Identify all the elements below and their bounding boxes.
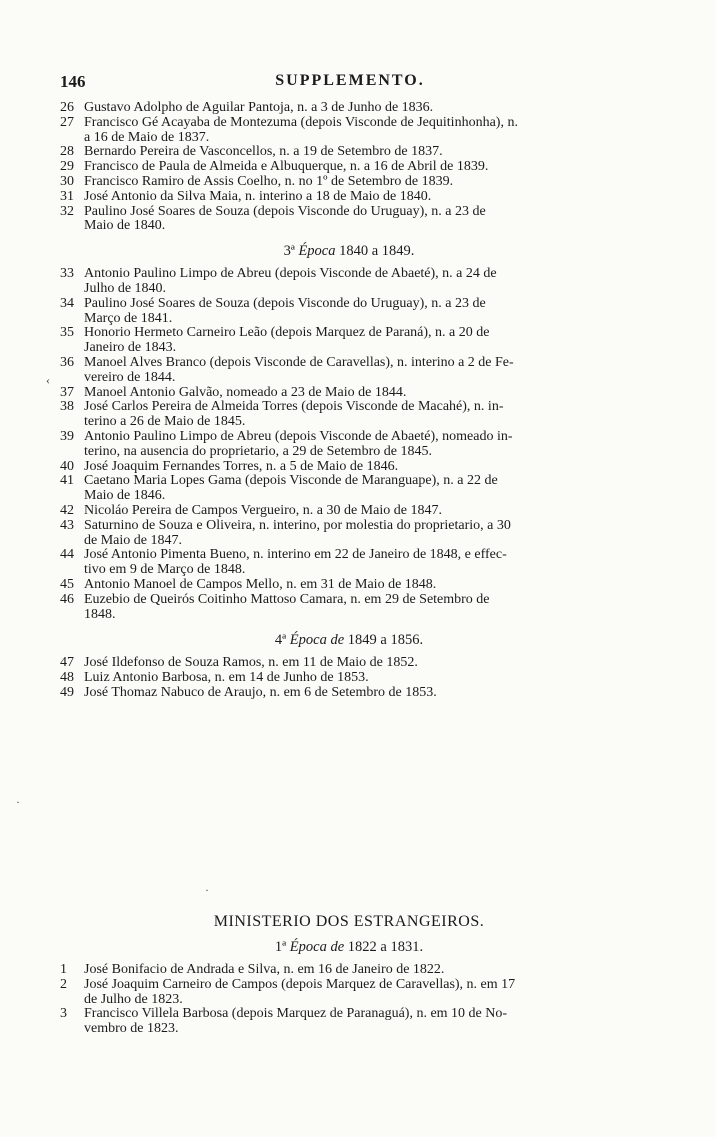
entry-item xyxy=(60,116,638,146)
entry-item xyxy=(60,519,638,549)
entry-item xyxy=(60,400,638,430)
entry-item xyxy=(60,175,638,190)
entries-list-4 xyxy=(60,963,638,1037)
entry-item xyxy=(60,160,638,175)
entry-text: Antonio Manoel de Campos Mello, n. em 31 de Maio de 1848. xyxy=(84,576,437,592)
entry-item xyxy=(60,474,638,504)
entry-text: Manoel Antonio Galvão, nomeado a 23 de Maio de 1844. xyxy=(84,384,407,400)
entry-number: 47 xyxy=(60,655,74,671)
entry-number: 27 xyxy=(60,114,74,130)
ink-speck: · xyxy=(16,795,20,809)
entry-item xyxy=(60,978,638,1008)
entry-item xyxy=(60,205,638,235)
epoca-dates: 1840 a 1849. xyxy=(339,243,415,260)
entry-text: Caetano Maria Lopes Gama (depois Visconde de Maranguape), n. a 22 de xyxy=(84,473,498,489)
entries-list-1 xyxy=(60,101,638,234)
entry-number: 26 xyxy=(60,100,74,115)
entry-continuation: Julho de 1840. xyxy=(84,280,167,296)
epoca-ordinal: 1ª xyxy=(274,939,287,955)
entry-text: Saturnino de Souza e Oliveira, n. interino, por molestia do proprietario, a 30 xyxy=(84,517,511,533)
entry-text: Manoel Alves Branco (depois Visconde de Caravellas), n. interino a 2 de Fe- xyxy=(84,354,514,370)
entry-text: Antonio Paulino Limpo de Abreu (depois Visconde de Abaeté), nomeado in- xyxy=(84,428,513,444)
entry-number: 3 xyxy=(60,1006,67,1022)
entry-text: Euzebio de Queirós Coitinho Mattoso Camara, n. em 29 de Setembro de xyxy=(84,591,490,607)
entry-number: 30 xyxy=(60,173,74,189)
entry-text: José Antonio Pimenta Bueno, n. interino em 22 de Janeiro de 1848, e effec- xyxy=(84,547,507,563)
entry-text: José Antonio da Silva Maia, n. interino a 18 de Maio de 1840. xyxy=(84,188,432,204)
entry-text: José Bonifacio de Andrada e Silva, n. em 16 de Janeiro de 1822. xyxy=(84,962,445,977)
entry-number: 40 xyxy=(60,458,74,474)
epoca-dates: 1849 a 1856. xyxy=(347,632,424,649)
entry-continuation: vembro de 1823. xyxy=(84,1021,179,1037)
entry-item xyxy=(60,578,638,593)
entry-text: Gustavo Adolpho de Aguilar Pantoja, n. a 3 de Junho de 1836. xyxy=(84,100,434,115)
entry-item xyxy=(60,671,638,686)
entry-number: 29 xyxy=(60,159,74,175)
entry-number: 45 xyxy=(60,576,74,592)
ink-speck: · xyxy=(205,883,209,897)
entry-number: 42 xyxy=(60,502,74,518)
entry-number: 32 xyxy=(60,203,74,219)
entries-list-2 xyxy=(60,267,638,622)
entry-item xyxy=(60,267,638,297)
entry-number: 35 xyxy=(60,325,74,341)
entry-item xyxy=(60,963,638,978)
entry-text: Francisco Gé Acayaba de Montezuma (depois Visconde de Jequitinhonha), n. xyxy=(84,114,518,130)
entry-item xyxy=(60,297,638,327)
entry-continuation: Maio de 1840. xyxy=(84,218,166,234)
entry-number: 44 xyxy=(60,547,74,563)
epoca-ordinal: 3ª xyxy=(283,243,295,260)
entry-continuation: terino a 26 de Maio de 1845. xyxy=(84,414,246,430)
entry-continuation: Maio de 1846. xyxy=(84,488,166,504)
entry-number: 34 xyxy=(60,295,74,311)
entry-number: 36 xyxy=(60,354,74,370)
entries-block-1 xyxy=(60,101,638,701)
running-title: SUPPLEMENTO. xyxy=(275,72,425,89)
entry-item xyxy=(60,430,638,460)
entry-continuation: Janeiro de 1843. xyxy=(84,340,177,356)
margin-mark: ‹ xyxy=(46,373,50,387)
entry-number: 1 xyxy=(60,962,67,977)
page-number: 146 xyxy=(60,72,86,91)
entry-text: José Joaquim Fernandes Torres, n. a 5 de Maio de 1846. xyxy=(84,458,399,474)
entry-continuation: Março de 1841. xyxy=(84,310,173,326)
entry-number: 38 xyxy=(60,399,74,415)
entry-text: José Joaquim Carneiro de Campos (depois Marquez de Caravellas), n. em 17 xyxy=(84,976,516,992)
entry-text: Francisco Villela Barbosa (depois Marquez de Paranaguá), n. em 10 de No- xyxy=(84,1006,508,1022)
entry-text: Francisco de Paula de Almeida e Albuquerque, n. a 16 de Abril de 1839. xyxy=(84,159,489,175)
entry-text: Nicoláo Pereira de Campos Vergueiro, n. a 30 de Maio de 1847. xyxy=(84,502,442,518)
entry-number: 41 xyxy=(60,473,74,489)
entry-continuation: de Maio de 1847. xyxy=(84,532,182,548)
entry-continuation: terino, na ausencia do proprietario, a 29 de Setembro de 1845. xyxy=(84,443,432,459)
entry-number: 49 xyxy=(60,684,74,700)
entry-continuation: vereiro de 1844. xyxy=(84,369,176,385)
entry-item xyxy=(60,460,638,475)
epoca-heading-3 xyxy=(60,243,638,259)
entry-number: 39 xyxy=(60,428,74,444)
entry-item xyxy=(60,190,638,205)
entry-number: 43 xyxy=(60,517,74,533)
entry-number: 37 xyxy=(60,384,74,400)
entry-text: Paulino José Soares de Souza (depois Visconde do Uruguay), n. a 23 de xyxy=(84,203,486,219)
entry-continuation: de Julho de 1823. xyxy=(84,991,183,1007)
entry-text: Luiz Antonio Barbosa, n. em 14 de Junho de 1853. xyxy=(84,670,369,686)
entry-number: 2 xyxy=(60,976,67,992)
epoca-word: Época xyxy=(298,243,336,260)
ministry-heading: MINISTERIO DOS ESTRANGEIROS. xyxy=(213,913,485,930)
entry-continuation: 1848. xyxy=(84,606,116,622)
epoca-word: Época de xyxy=(289,632,345,649)
entry-item xyxy=(60,356,638,386)
entry-number: 28 xyxy=(60,144,74,160)
epoca-heading-1 xyxy=(60,939,638,955)
entry-text: Honorio Hermeto Carneiro Leão (depois Marquez de Paraná), n. a 20 de xyxy=(84,325,490,341)
entry-item xyxy=(60,101,638,116)
entry-item xyxy=(60,504,638,519)
entry-item xyxy=(60,548,638,578)
epoca-dates: 1822 a 1831. xyxy=(347,939,424,955)
entry-item xyxy=(60,326,638,356)
page-header xyxy=(60,72,640,96)
epoca-heading-4 xyxy=(60,632,638,648)
entry-number: 46 xyxy=(60,591,74,607)
entry-item xyxy=(60,593,638,623)
entry-item xyxy=(60,686,638,701)
entry-text: Bernardo Pereira de Vasconcellos, n. a 19 de Setembro de 1837. xyxy=(84,144,443,160)
entry-item xyxy=(60,145,638,160)
entry-number: 33 xyxy=(60,266,74,282)
entry-item xyxy=(60,1007,638,1037)
entry-item xyxy=(60,656,638,671)
entry-text: José Thomaz Nabuco de Araujo, n. em 6 de Setembro de 1853. xyxy=(84,684,437,700)
epoca-ordinal: 4ª xyxy=(274,632,287,649)
entry-number: 31 xyxy=(60,188,74,204)
entry-text: Antonio Paulino Limpo de Abreu (depois Visconde de Abaeté), n. a 24 de xyxy=(84,266,497,282)
entry-text: Francisco Ramiro de Assis Coelho, n. no 1º de Setembro de 1839. xyxy=(84,173,454,189)
entry-number: 48 xyxy=(60,670,74,686)
entry-text: Paulino José Soares de Souza (depois Visconde do Uruguay), n. a 23 de xyxy=(84,295,486,311)
entries-block-2 xyxy=(60,913,638,1037)
entry-item xyxy=(60,386,638,401)
entry-text: José Carlos Pereira de Almeida Torres (depois Visconde de Macahé), n. in- xyxy=(84,399,504,415)
entries-list-3 xyxy=(60,656,638,700)
entry-continuation: tivo em 9 de Março de 1848. xyxy=(84,562,246,578)
entry-continuation: a 16 de Maio de 1837. xyxy=(84,129,210,145)
entry-text: José Ildefonso de Souza Ramos, n. em 11 de Maio de 1852. xyxy=(84,655,418,671)
epoca-word: Época de xyxy=(289,939,345,955)
